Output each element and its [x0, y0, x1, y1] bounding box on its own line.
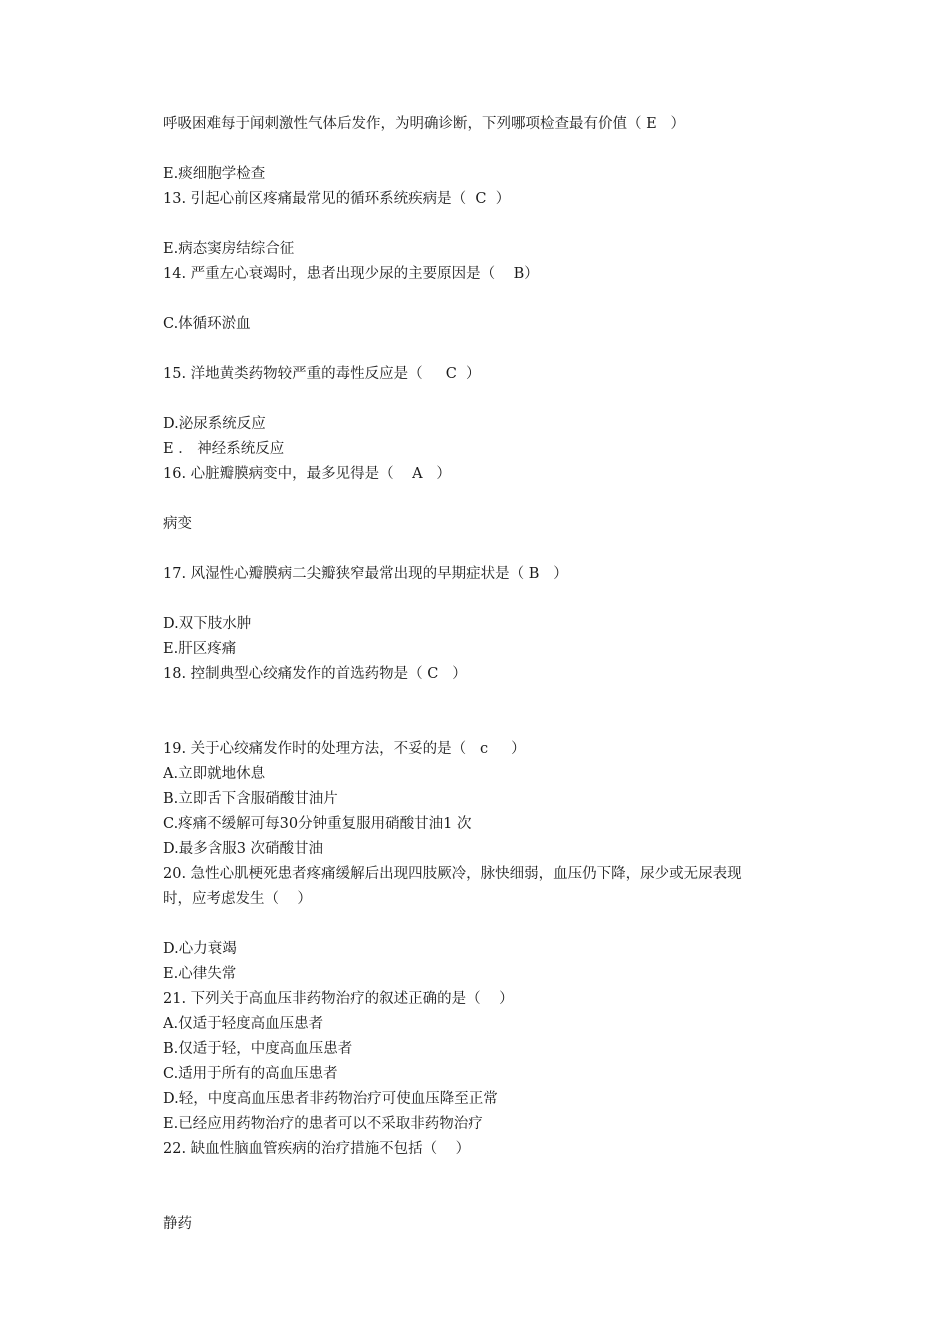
options-row-12-a-d — [163, 137, 833, 162]
option-16-c-continued: 病变 — [163, 516, 192, 532]
options-row-16-d-e — [163, 537, 833, 562]
option-20-d: D.心力衰竭 — [163, 941, 237, 957]
option-19-a: A.立即就地休息 — [163, 766, 266, 782]
options-row-17-a-c — [163, 587, 833, 612]
question-22-stem: 22. 缺血性脑血管疾病的治疗措施不包括（ ） — [163, 1141, 471, 1157]
options-row-22-a-b — [163, 1162, 833, 1187]
options-row-15-a-c — [163, 387, 833, 412]
options-row-13-a-d — [163, 212, 833, 237]
options-row-22-c-d — [163, 1187, 833, 1212]
question-15-stem: 15. 洋地黄类药物较严重的毒性反应是（ C ） — [163, 366, 481, 382]
option-15-d: D.泌尿系统反应 — [163, 416, 266, 432]
question-21-stem: 21. 下列关于高血压非药物治疗的叙述正确的是（ ） — [163, 991, 514, 1007]
option-21-c: C.适用于所有的高血压患者 — [163, 1066, 338, 1082]
options-row-14-a-b — [163, 287, 833, 312]
question-18-stem: 18. 控制典型心绞痛发作的首选药物是（ C ） — [163, 666, 467, 682]
question-17-stem: 17. 风湿性心瓣膜病二尖瓣狭窄最常出现的早期症状是（ B ） — [163, 566, 568, 582]
option-17-e: E.肝区疼痛 — [163, 641, 237, 657]
question-stem-12-continued: 呼吸困难每于闻刺激性气体后发作，为明确诊断，下列哪项检查最有价值（ E ） — [163, 116, 686, 132]
question-13-stem: 13. 引起心前区疼痛最常见的循环系统疾病是（ C ） — [163, 191, 511, 207]
option-21-e: E.已经应用药物治疗的患者可以不采取非药物治疗 — [163, 1116, 483, 1132]
option-13-e: E.病态窦房结综合征 — [163, 241, 295, 257]
question-16-stem: 16. 心脏瓣膜病变中，最多见得是（ A ） — [163, 466, 451, 482]
options-row-14-d-e — [163, 337, 833, 362]
question-19-stem: 19. 关于心绞痛发作时的处理方法，不妥的是（ c ） — [163, 741, 526, 757]
question-20-stem-continued: 时，应考虑发生（ ） — [163, 891, 312, 907]
question-20-stem: 20. 急性心肌梗死患者疼痛缓解后出现四肢厥冷，脉快细弱，血压仍下降，尿少或无尿表现 — [163, 866, 742, 882]
option-17-d: D.双下肢水肿 — [163, 616, 252, 632]
option-19-d: D.最多含服3 次硝酸甘油 — [163, 841, 324, 857]
option-19-c: C.疼痛不缓解可每30分钟重复服用硝酸甘油1 次 — [163, 816, 472, 832]
options-row-20-a-c — [163, 912, 833, 937]
option-21-b: B.仅适于轻，中度高血压患者 — [163, 1041, 353, 1057]
option-15-e: E ． 神经系统反应 — [163, 441, 285, 457]
option-19-b: B.立即舌下含服硝酸甘油片 — [163, 791, 338, 807]
option-14-c: C.体循环淤血 — [163, 316, 251, 332]
options-row-18-e — [163, 712, 833, 737]
question-14-stem: 14. 严重左心衰竭时，患者出现少尿的主要原因是（ B） — [163, 266, 539, 282]
option-21-d: D.轻，中度高血压患者非药物治疗可使血压降至正常 — [163, 1091, 498, 1107]
options-row-16-a-c — [163, 487, 833, 512]
option-21-a: A.仅适于轻度高血压患者 — [163, 1016, 324, 1032]
option-22-d-continued: 静药 — [163, 1216, 192, 1232]
option-20-e: E.心律失常 — [163, 966, 237, 982]
options-row-18-a-d — [163, 687, 833, 712]
option-12-e: E.痰细胞学检查 — [163, 166, 266, 182]
